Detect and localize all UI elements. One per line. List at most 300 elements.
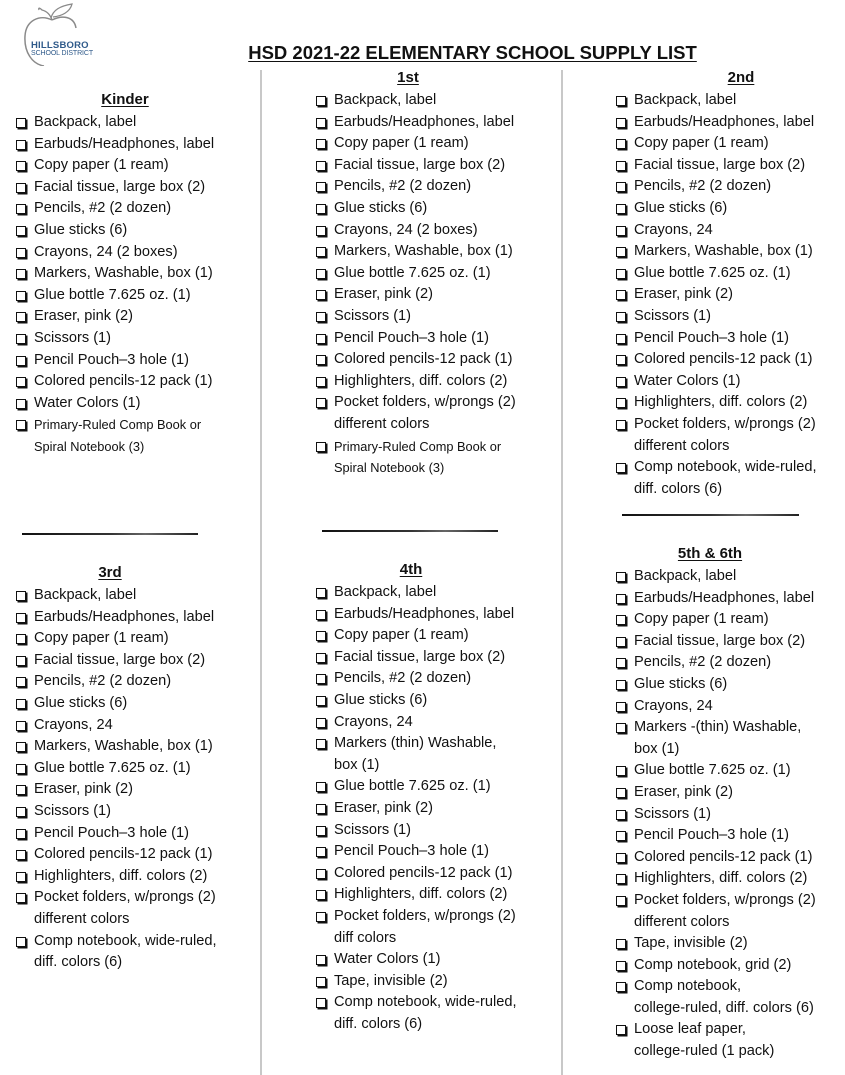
supply-item: [316, 949, 566, 971]
supply-list: [16, 585, 266, 974]
supply-item-text: Comp notebook, wide-ruled,: [334, 994, 517, 1011]
supply-item: [316, 863, 566, 885]
supply-item-text-continued: different colors: [634, 437, 730, 454]
checkbox-icon[interactable]: [16, 334, 26, 344]
checkbox-icon[interactable]: [316, 96, 326, 106]
supply-item-text: Glue sticks (6): [334, 691, 428, 708]
supply-item: [16, 607, 266, 629]
checkbox-icon[interactable]: [316, 718, 326, 728]
supply-item: [616, 328, 845, 350]
checkbox-icon[interactable]: [316, 204, 326, 214]
supply-item: [316, 604, 566, 626]
checkbox-icon[interactable]: [616, 463, 626, 473]
supply-item: [616, 631, 845, 653]
supply-item: [316, 798, 566, 820]
supply-item: [16, 285, 266, 307]
supply-item-text: Loose leaf paper,: [634, 1021, 746, 1038]
checkbox-icon[interactable]: [16, 872, 26, 882]
supply-item-text: Crayons, 24: [634, 697, 713, 714]
checkbox-icon[interactable]: [616, 420, 626, 430]
supply-list: [616, 90, 845, 500]
checkbox-icon[interactable]: [616, 269, 626, 279]
supply-item-text: Comp notebook, grid (2): [634, 956, 792, 973]
checkbox-icon[interactable]: [16, 248, 26, 258]
checkbox-icon[interactable]: [616, 702, 626, 712]
checkbox-icon[interactable]: [16, 183, 26, 193]
supply-item-text: Earbuds/Headphones, label: [334, 113, 515, 130]
supply-item-text: Glue sticks (6): [634, 675, 728, 692]
checkbox-icon[interactable]: [16, 269, 26, 279]
supply-item: [16, 671, 266, 693]
checkbox-icon[interactable]: [616, 572, 626, 582]
supply-item: [616, 782, 845, 804]
checkbox-icon[interactable]: [316, 653, 326, 663]
supply-item: [16, 844, 266, 866]
supply-item: [16, 155, 266, 177]
supply-item-text: Pocket folders, w/prongs (2): [634, 891, 816, 908]
checkbox-icon[interactable]: [616, 939, 626, 949]
checkbox-icon[interactable]: [616, 377, 626, 387]
supply-item-text: Glue bottle 7.625 oz. (1): [334, 264, 491, 281]
supply-item-text: Scissors (1): [634, 805, 712, 822]
checkbox-icon[interactable]: [16, 721, 26, 731]
supply-item: [16, 134, 266, 156]
supply-item: [616, 414, 845, 457]
supply-item-text: Backpack, label: [334, 92, 437, 108]
supply-item: [16, 177, 266, 199]
supply-item-text: Pencil Pouch–3 hole (1): [34, 824, 189, 841]
checkbox-icon[interactable]: [616, 139, 626, 149]
checkbox-icon[interactable]: [16, 204, 26, 214]
supply-item-text: Facial tissue, large box (2): [634, 632, 806, 649]
supply-item-text: Highlighters, diff. colors (2): [334, 372, 508, 389]
checkbox-icon[interactable]: [316, 674, 326, 684]
supply-item: [16, 628, 266, 650]
supply-item-text: Colored pencils-12 pack (1): [34, 373, 213, 390]
supply-item-text: Primary-Ruled Comp Book or: [334, 438, 502, 454]
supply-item-text-continued: diff. colors (6): [334, 1015, 423, 1032]
section-heading: 3rd: [98, 564, 122, 581]
supply-item-text-continued: Spiral Notebook (3): [34, 438, 145, 454]
supply-item: [16, 715, 266, 737]
supply-item: [316, 582, 566, 604]
supply-item: [16, 371, 266, 393]
supply-item-text: Glue bottle 7.625 oz. (1): [34, 286, 191, 303]
supply-item: [316, 884, 566, 906]
checkbox-icon[interactable]: [16, 893, 26, 903]
checkbox-icon[interactable]: [16, 677, 26, 687]
supply-item: [16, 585, 266, 607]
supply-item-text: Pencil Pouch–3 hole (1): [34, 351, 189, 368]
checkbox-icon[interactable]: [316, 847, 326, 857]
supply-item: [616, 566, 845, 588]
checkbox-icon[interactable]: [316, 782, 326, 792]
supply-item: [16, 758, 266, 780]
checkbox-icon[interactable]: [616, 204, 626, 214]
checkbox-icon[interactable]: [616, 982, 626, 992]
supply-item: [16, 242, 266, 264]
checkbox-icon[interactable]: [616, 355, 626, 365]
supply-item-text: Tape, invisible (2): [334, 972, 448, 989]
section-heading: 1st: [397, 69, 419, 86]
supply-item-text: Water Colors (1): [634, 372, 741, 389]
checkbox-icon[interactable]: [16, 399, 26, 409]
checkbox-icon[interactable]: [16, 420, 26, 430]
supply-item-text: Highlighters, diff. colors (2): [634, 394, 808, 411]
checkbox-icon[interactable]: [16, 829, 26, 839]
supply-item: [16, 866, 266, 888]
checkbox-icon[interactable]: [316, 610, 326, 620]
supply-item: [616, 284, 845, 306]
checkbox-icon[interactable]: [316, 139, 326, 149]
supply-item-text: Copy paper (1 ream): [334, 135, 469, 152]
supply-item: [16, 306, 266, 328]
checkbox-icon[interactable]: [616, 874, 626, 884]
supply-item-text-continued: diff. colors (6): [34, 954, 123, 971]
supply-item-text: Water Colors (1): [334, 951, 441, 968]
supply-item-text: Backpack, label: [334, 584, 437, 600]
supply-item-text: Eraser, pink (2): [34, 781, 133, 798]
checkbox-icon[interactable]: [616, 680, 626, 690]
supply-item-text: Glue bottle 7.625 oz. (1): [34, 759, 191, 776]
supply-item: [616, 696, 845, 718]
supply-item: [316, 841, 566, 863]
supply-item-text: Markers, Washable, box (1): [34, 265, 213, 282]
section-separator-col2: [322, 530, 498, 532]
checkbox-icon[interactable]: [16, 377, 26, 387]
supply-item-text-continued: different colors: [334, 415, 430, 432]
checkbox-icon[interactable]: [16, 161, 26, 171]
supply-item: [316, 971, 566, 993]
supply-item-text: Pencil Pouch–3 hole (1): [634, 329, 789, 346]
supply-item: [616, 1019, 845, 1062]
supply-item-text: Earbuds/Headphones, label: [634, 589, 815, 606]
supply-item: [616, 220, 845, 242]
checkbox-icon[interactable]: [16, 807, 26, 817]
supply-item-text: Colored pencils-12 pack (1): [634, 351, 813, 368]
checkbox-icon[interactable]: [16, 937, 26, 947]
checkbox-icon[interactable]: [16, 312, 26, 322]
supply-item-text: Facial tissue, large box (2): [334, 156, 506, 173]
checkbox-icon[interactable]: [16, 764, 26, 774]
supply-item: [316, 220, 566, 242]
supply-item: [616, 976, 845, 1019]
checkbox-icon[interactable]: [316, 312, 326, 322]
checkbox-icon[interactable]: [316, 696, 326, 706]
checkbox-icon[interactable]: [616, 810, 626, 820]
checkbox-icon[interactable]: [316, 290, 326, 300]
checkbox-icon[interactable]: [16, 850, 26, 860]
supply-item-text-continued: box (1): [634, 740, 680, 757]
supply-item: [316, 176, 566, 198]
supply-item: [316, 306, 566, 328]
checkbox-icon[interactable]: [616, 312, 626, 322]
checkbox-icon[interactable]: [316, 334, 326, 344]
checkbox-icon[interactable]: [316, 118, 326, 128]
supply-item-text: Glue bottle 7.625 oz. (1): [334, 778, 491, 795]
supply-item: [316, 241, 566, 263]
supply-item: [616, 133, 845, 155]
supply-item: [16, 801, 266, 823]
supply-item-text: Facial tissue, large box (2): [334, 648, 506, 665]
checkbox-icon[interactable]: [316, 269, 326, 279]
supply-item-text: Pencil Pouch–3 hole (1): [634, 827, 789, 844]
supply-item: [316, 263, 566, 285]
supply-item-text: Markers, Washable, box (1): [334, 243, 513, 260]
checkbox-icon[interactable]: [616, 766, 626, 776]
checkbox-icon[interactable]: [316, 182, 326, 192]
supply-item-text: Crayons, 24 (2 boxes): [34, 243, 178, 260]
supply-item-text-continued: diff colors: [334, 929, 397, 946]
supply-item-text: Earbuds/Headphones, label: [634, 113, 815, 130]
checkbox-icon[interactable]: [316, 955, 326, 965]
supply-item-text: Copy paper (1 ream): [34, 157, 169, 174]
supply-item-text: Markers -(thin) Washable,: [634, 719, 802, 736]
supply-item: [316, 349, 566, 371]
supply-item-text: Glue sticks (6): [334, 199, 428, 216]
supply-item: [16, 931, 266, 974]
supply-item: [616, 241, 845, 263]
supply-item-text: Pocket folders, w/prongs (2): [34, 889, 216, 906]
supply-item-text: Crayons, 24: [334, 713, 413, 730]
checkbox-icon[interactable]: [316, 247, 326, 257]
supply-item: [616, 652, 845, 674]
checkbox-icon[interactable]: [316, 804, 326, 814]
supply-item-text: Scissors (1): [34, 329, 112, 346]
supply-item: [16, 350, 266, 372]
supply-item: [316, 906, 566, 949]
section-heading: 4th: [399, 561, 423, 578]
supply-item-text: Pocket folders, w/prongs (2): [334, 907, 516, 924]
supply-item-text: Pencils, #2 (2 dozen): [34, 200, 172, 217]
supply-item-text: Colored pencils-12 pack (1): [34, 846, 213, 863]
supply-item: [316, 284, 566, 306]
checkbox-icon[interactable]: [316, 398, 326, 408]
section-heading: 5th & 6th: [677, 545, 743, 562]
supply-item: [16, 823, 266, 845]
supply-item: [316, 328, 566, 350]
checkbox-icon[interactable]: [616, 615, 626, 625]
supply-item-text: Pencil Pouch–3 hole (1): [334, 843, 489, 860]
checkbox-icon[interactable]: [616, 723, 626, 733]
checkbox-icon[interactable]: [16, 140, 26, 150]
supply-item: [616, 306, 845, 328]
supply-item-text: Comp notebook,: [634, 978, 742, 995]
checkbox-icon[interactable]: [616, 182, 626, 192]
supply-item-text: Pencils, #2 (2 dozen): [334, 670, 472, 687]
supply-item: [616, 717, 845, 760]
supply-item: [616, 890, 845, 933]
supply-item: [616, 371, 845, 393]
supply-item-text: Comp notebook, wide-ruled,: [34, 932, 217, 949]
supply-item: [616, 804, 845, 826]
supply-item-text: Backpack, label: [34, 587, 137, 603]
supply-item: [316, 776, 566, 798]
supply-item-text: Highlighters, diff. colors (2): [334, 886, 508, 903]
checkbox-icon[interactable]: [316, 161, 326, 171]
checkbox-icon[interactable]: [616, 853, 626, 863]
section-separator-col1: [22, 533, 198, 535]
checkbox-icon[interactable]: [16, 656, 26, 666]
supply-item-text: Glue sticks (6): [634, 199, 728, 216]
supply-item-text: Eraser, pink (2): [634, 783, 733, 800]
supply-item-text: Water Colors (1): [34, 394, 141, 411]
supply-item: [316, 155, 566, 177]
supply-item: [16, 693, 266, 715]
supply-item-text: Pencil Pouch–3 hole (1): [334, 329, 489, 346]
supply-item-text: Copy paper (1 ream): [634, 611, 769, 628]
checkbox-icon[interactable]: [316, 826, 326, 836]
supply-item: [616, 392, 845, 414]
supply-item-text: Crayons, 24 (2 boxes): [334, 221, 478, 238]
checkbox-icon[interactable]: [16, 613, 26, 623]
checkbox-icon[interactable]: [616, 247, 626, 257]
supply-item-text: Colored pencils-12 pack (1): [334, 864, 513, 881]
supply-item-text: Glue bottle 7.625 oz. (1): [634, 762, 791, 779]
checkbox-icon[interactable]: [316, 869, 326, 879]
checkbox-icon[interactable]: [616, 96, 626, 106]
checkbox-icon[interactable]: [616, 334, 626, 344]
supply-item-text: Pencils, #2 (2 dozen): [34, 673, 172, 690]
checkbox-icon[interactable]: [16, 291, 26, 301]
supply-list: [316, 90, 566, 478]
checkbox-icon[interactable]: [16, 742, 26, 752]
supply-item-text: Glue sticks (6): [34, 221, 128, 238]
supply-item: [316, 198, 566, 220]
checkbox-icon[interactable]: [16, 356, 26, 366]
checkbox-icon[interactable]: [616, 161, 626, 171]
supply-item: [316, 112, 566, 134]
supply-item: [16, 198, 266, 220]
checkbox-icon[interactable]: [316, 442, 326, 452]
supply-item-text-continued: different colors: [634, 913, 730, 930]
supply-item-text: Comp notebook, wide-ruled,: [634, 459, 817, 476]
supply-item-text: Eraser, pink (2): [334, 286, 433, 303]
supply-item-text: Backpack, label: [34, 114, 137, 130]
supply-item-text: Backpack, label: [634, 568, 737, 584]
supply-item: [616, 933, 845, 955]
supply-item-text: Scissors (1): [634, 307, 712, 324]
supply-item-text: Markers, Washable, box (1): [634, 243, 813, 260]
supply-item: [16, 393, 266, 415]
checkbox-icon[interactable]: [316, 977, 326, 987]
checkbox-icon[interactable]: [316, 912, 326, 922]
supply-item: [16, 650, 266, 672]
supply-item-text: Facial tissue, large box (2): [34, 651, 206, 668]
checkbox-icon[interactable]: [616, 788, 626, 798]
checkbox-icon[interactable]: [16, 634, 26, 644]
supply-item: [316, 90, 566, 112]
checkbox-icon[interactable]: [316, 998, 326, 1008]
supply-list: [616, 566, 845, 1063]
checkbox-icon[interactable]: [316, 377, 326, 387]
checkbox-icon[interactable]: [616, 226, 626, 236]
supply-item: [616, 955, 845, 977]
checkbox-icon[interactable]: [616, 896, 626, 906]
supply-item: [616, 349, 845, 371]
supply-item: [16, 414, 266, 457]
supply-item-text: Copy paper (1 ream): [34, 630, 169, 647]
checkbox-icon[interactable]: [316, 890, 326, 900]
supply-item: [316, 690, 566, 712]
supply-item: [316, 733, 566, 776]
checkbox-icon[interactable]: [316, 739, 326, 749]
supply-item-text: Scissors (1): [334, 821, 412, 838]
supply-item-text: Copy paper (1 ream): [634, 135, 769, 152]
checkbox-icon[interactable]: [316, 355, 326, 365]
supply-item: [316, 371, 566, 393]
checkbox-icon[interactable]: [16, 118, 26, 128]
supply-item: [616, 609, 845, 631]
supply-item: [316, 436, 566, 479]
supply-item: [616, 868, 845, 890]
supply-item-text: Pencils, #2 (2 dozen): [334, 178, 472, 195]
checkbox-icon[interactable]: [616, 594, 626, 604]
supply-item-text: Eraser, pink (2): [334, 799, 433, 816]
supply-item: [616, 155, 845, 177]
checkbox-icon[interactable]: [16, 591, 26, 601]
supply-item-text-continued: different colors: [34, 910, 130, 927]
logo-text-hillsboro: HILLSBORO: [31, 40, 89, 51]
supply-item-text-continued: college-ruled (1 pack): [634, 1043, 775, 1060]
supply-item-text: Pencils, #2 (2 dozen): [634, 654, 772, 671]
logo-text-school-district: SCHOOL DISTRICT: [31, 50, 94, 57]
supply-item-text-continued: Spiral Notebook (3): [334, 459, 445, 475]
checkbox-icon[interactable]: [316, 631, 326, 641]
checkbox-icon[interactable]: [616, 831, 626, 841]
checkbox-icon[interactable]: [16, 226, 26, 236]
supply-item-text-continued: box (1): [334, 756, 380, 773]
supply-item: [616, 112, 845, 134]
checkbox-icon[interactable]: [616, 290, 626, 300]
checkbox-icon[interactable]: [616, 398, 626, 408]
supply-item-text: Scissors (1): [34, 802, 112, 819]
checkbox-icon[interactable]: [616, 658, 626, 668]
supply-item: [616, 90, 845, 112]
supply-item-text-continued: diff. colors (6): [634, 480, 723, 497]
checkbox-icon[interactable]: [16, 699, 26, 709]
supply-item: [616, 457, 845, 500]
supply-item-text: Facial tissue, large box (2): [34, 178, 206, 195]
checkbox-icon[interactable]: [616, 118, 626, 128]
supply-item-text: Crayons, 24: [34, 716, 113, 733]
supply-item: [16, 779, 266, 801]
supply-item-text: Pocket folders, w/prongs (2): [634, 415, 816, 432]
checkbox-icon[interactable]: [616, 1025, 626, 1035]
supply-list: [316, 582, 566, 1035]
checkbox-icon[interactable]: [616, 961, 626, 971]
supply-item-text: Eraser, pink (2): [34, 308, 133, 325]
checkbox-icon[interactable]: [316, 588, 326, 598]
supply-item-text: Copy paper (1 ream): [334, 627, 469, 644]
checkbox-icon[interactable]: [316, 226, 326, 236]
supply-item-text: Glue sticks (6): [34, 694, 128, 711]
supply-item-text-continued: college-ruled, diff. colors (6): [634, 999, 814, 1016]
supply-item-text: Markers (thin) Washable,: [334, 735, 497, 752]
supply-item: [616, 674, 845, 696]
supply-item: [16, 263, 266, 285]
section-heading: 2nd: [727, 69, 755, 86]
supply-item-text: Crayons, 24: [634, 221, 713, 238]
supply-item: [16, 736, 266, 758]
checkbox-icon[interactable]: [616, 637, 626, 647]
supply-item: [616, 825, 845, 847]
section-separator-col3: [622, 514, 799, 516]
checkbox-icon[interactable]: [16, 785, 26, 795]
supply-item: [316, 625, 566, 647]
supply-item: [616, 847, 845, 869]
supply-item: [16, 328, 266, 350]
